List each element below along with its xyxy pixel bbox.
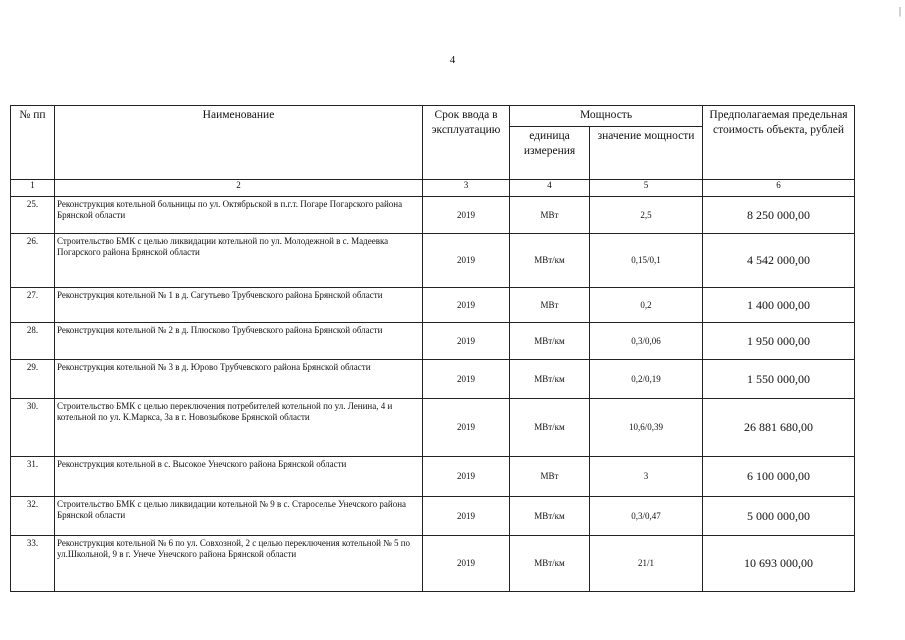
row-value: 0,2 <box>590 288 703 323</box>
table-row <box>11 457 855 497</box>
table-row <box>11 497 855 536</box>
index-row <box>11 180 855 197</box>
investment-table <box>10 105 855 592</box>
row-number: 31. <box>11 457 55 497</box>
row-unit: МВт/км <box>510 399 590 457</box>
row-value: 0,3/0,47 <box>590 497 703 536</box>
row-year: 2019 <box>423 457 510 497</box>
row-name: Строительство БМК с целью ликвидации котельной № 9 в с. Староселье Унечского района Брянской области <box>55 497 423 536</box>
row-cost: 4 542 000,00 <box>703 234 855 288</box>
table-row <box>11 288 855 323</box>
row-number: 25. <box>11 197 55 234</box>
row-number: 29. <box>11 360 55 399</box>
row-unit: МВт <box>510 197 590 234</box>
row-cost: 10 693 000,00 <box>703 536 855 592</box>
table-row <box>11 197 855 234</box>
row-name: Реконструкция котельной больницы по ул. Октябрьской в п.г.т. Погаре Погарского района Брянской области <box>55 197 423 234</box>
header-row <box>11 106 855 127</box>
row-value: 21/1 <box>590 536 703 592</box>
scan-mark: | <box>898 6 901 17</box>
row-unit: МВт/км <box>510 360 590 399</box>
row-cost: 1 950 000,00 <box>703 323 855 360</box>
index-cell: 5 <box>590 180 703 197</box>
header-power: Мощность <box>510 106 703 127</box>
row-value: 0,2/0,19 <box>590 360 703 399</box>
page-number: 4 <box>449 54 456 66</box>
row-number: 27. <box>11 288 55 323</box>
row-name: Строительство БМК с целью переключения потребителей котельной по ул. Ленина, 4 и котельной по ул. К.Маркса, 3а в г. Новозыбкове Брянской области <box>55 399 423 457</box>
row-unit: МВт <box>510 288 590 323</box>
row-number: 33. <box>11 536 55 592</box>
index-cell: 4 <box>510 180 590 197</box>
row-unit: МВт/км <box>510 536 590 592</box>
row-name: Реконструкция котельной № 1 в д. Сагутьево Трубчевского района Брянской области <box>55 288 423 323</box>
table-row <box>11 360 855 399</box>
row-year: 2019 <box>423 323 510 360</box>
row-year: 2019 <box>423 497 510 536</box>
index-cell: 3 <box>423 180 510 197</box>
row-value: 3 <box>590 457 703 497</box>
index-cell: 1 <box>11 180 55 197</box>
row-number: 28. <box>11 323 55 360</box>
row-unit: МВт/км <box>510 234 590 288</box>
header-name: Наименование <box>55 106 423 180</box>
header-num: № пп <box>11 106 55 180</box>
row-name: Реконструкция котельной в с. Высокое Унечского района Брянской области <box>55 457 423 497</box>
header-value: значение мощности <box>590 127 703 180</box>
table-row <box>11 399 855 457</box>
row-cost: 8 250 000,00 <box>703 197 855 234</box>
row-unit: МВт <box>510 457 590 497</box>
row-year: 2019 <box>423 288 510 323</box>
row-year: 2019 <box>423 360 510 399</box>
row-value: 0,15/0,1 <box>590 234 703 288</box>
row-unit: МВт/км <box>510 323 590 360</box>
row-value: 0,3/0,06 <box>590 323 703 360</box>
table-row <box>11 536 855 592</box>
row-year: 2019 <box>423 234 510 288</box>
row-unit: МВт/км <box>510 497 590 536</box>
row-name: Реконструкция котельной № 6 по ул. Совхозной, 2 с целью переключения котельной № 5 по ул.Школьной, 9 в г. Унече Унечского района Брянской области <box>55 536 423 592</box>
header-unit: единица измерения <box>510 127 590 180</box>
header-cost: Предполагаемая предельная стоимость объекта, рублей <box>703 106 855 180</box>
index-cell: 6 <box>703 180 855 197</box>
row-cost: 1 400 000,00 <box>703 288 855 323</box>
row-name: Строительство БМК с целью ликвидации котельной по ул. Молодежной в с. Мадеевка Погарского района Брянской области <box>55 234 423 288</box>
row-cost: 1 550 000,00 <box>703 360 855 399</box>
row-value: 10,6/0,39 <box>590 399 703 457</box>
row-number: 26. <box>11 234 55 288</box>
row-cost: 5 000 000,00 <box>703 497 855 536</box>
index-cell: 2 <box>55 180 423 197</box>
row-number: 30. <box>11 399 55 457</box>
header-term: Срок ввода в эксплуатацию <box>423 106 510 180</box>
table-row <box>11 234 855 288</box>
row-name: Реконструкция котельной № 2 в д. Плюсково Трубчевского района Брянской области <box>55 323 423 360</box>
row-year: 2019 <box>423 399 510 457</box>
row-year: 2019 <box>423 536 510 592</box>
row-number: 32. <box>11 497 55 536</box>
row-value: 2,5 <box>590 197 703 234</box>
row-year: 2019 <box>423 197 510 234</box>
row-cost: 6 100 000,00 <box>703 457 855 497</box>
row-cost: 26 881 680,00 <box>703 399 855 457</box>
row-name: Реконструкция котельной № 3 в д. Юрово Трубчевского района Брянской области <box>55 360 423 399</box>
table-row <box>11 323 855 360</box>
